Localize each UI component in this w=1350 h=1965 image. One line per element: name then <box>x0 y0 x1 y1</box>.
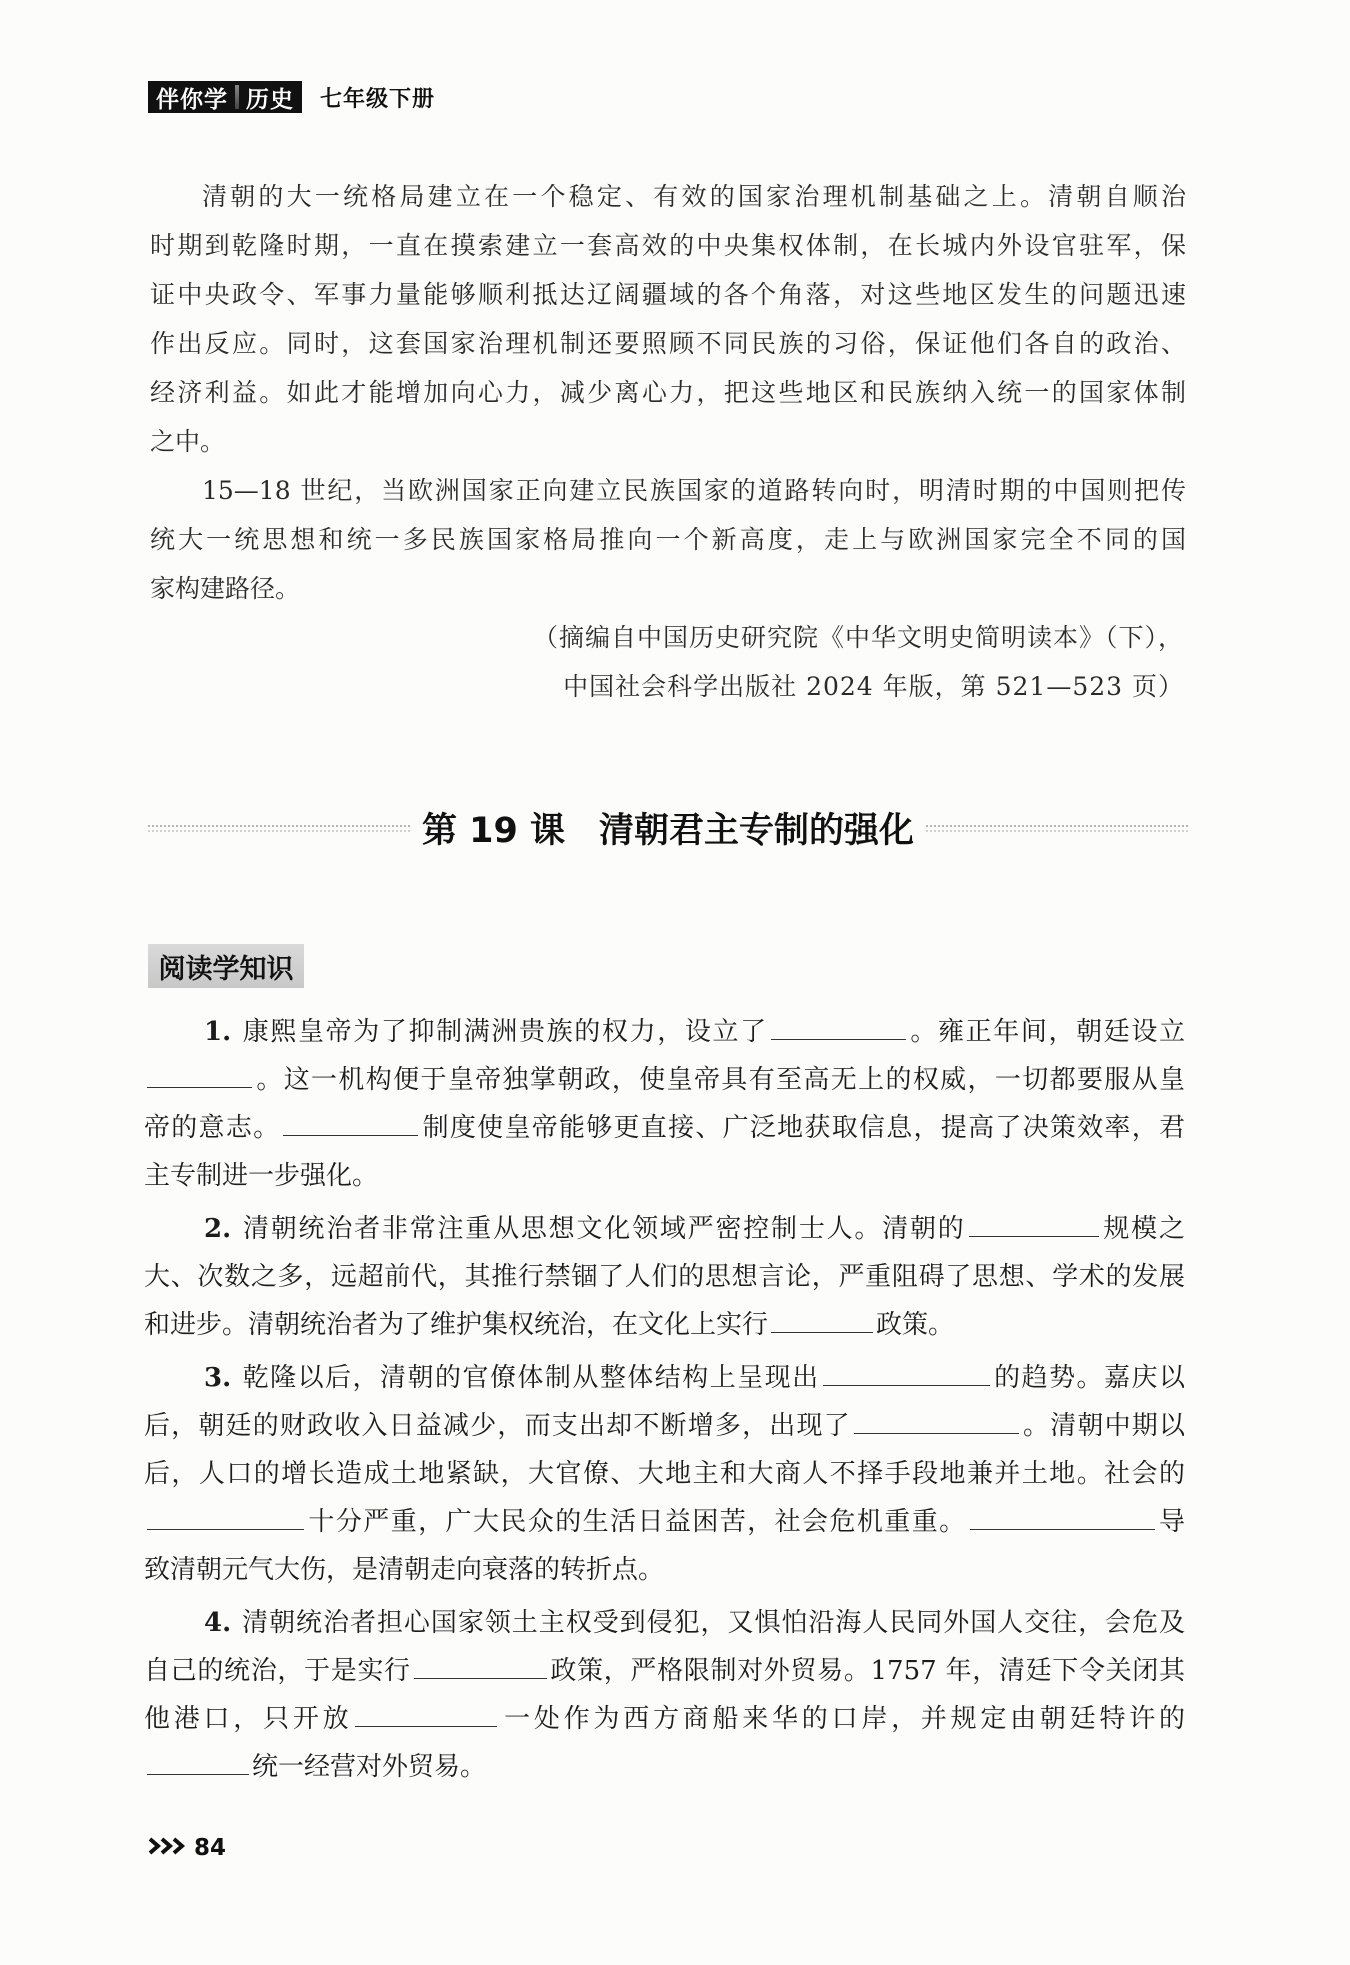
answer-blank <box>969 1216 1099 1237</box>
running-header <box>148 81 435 113</box>
question-text: 一处作为西方商船来华的口岸，并规定由朝廷特许的 <box>500 1704 1185 1734</box>
passage-line: 统大一统思想和统一多民族国家格局推向一个新高度，走上与欧洲国家完全不同的国 <box>150 525 1186 554</box>
question-text: 。清朝中期以 <box>1021 1411 1185 1441</box>
question-text: 后，人口的增长造成土地紧缺，大官僚、大地主和大商人不择手段地兼并土地。社会的 <box>144 1459 1185 1489</box>
lesson-heading <box>148 806 1188 850</box>
question-text: 主专制进一步强化。 <box>144 1161 379 1191</box>
answer-blank <box>771 1019 906 1040</box>
answer-blank <box>147 1067 252 1088</box>
lesson-name: 清朝君主专制的强化 <box>599 811 915 851</box>
question-line <box>144 1104 1185 1152</box>
question-line <box>144 1008 1185 1056</box>
grade-label: 七年级下册 <box>320 85 436 112</box>
answer-blank <box>147 1509 304 1530</box>
question-text: 后，朝廷的财政收入日益减少，而支出却不断增多，出现了 <box>144 1411 851 1441</box>
answer-blank <box>414 1658 547 1679</box>
question-line <box>144 1546 1185 1594</box>
question-text: 致清朝元气大伤，是清朝走向衰落的转折点。 <box>144 1555 665 1585</box>
question-text: 制度使皇帝能够更直接、广泛地获取信息，提高了决策效率，君 <box>421 1113 1185 1143</box>
question-line <box>144 1599 1185 1647</box>
dotted-rule-left <box>148 825 410 832</box>
passage-line: 时期到乾隆时期，一直在摸索建立一套高效的中央集权体制，在长城内外设官驻军，保 <box>150 231 1186 260</box>
question-number: 4. <box>204 1608 232 1638</box>
question-list <box>144 1008 1185 1791</box>
question-line <box>144 1498 1185 1546</box>
question-3 <box>144 1354 1185 1594</box>
question-text: 政策，严格限制对外贸易。1757 年，清廷下令关闭其 <box>549 1656 1185 1686</box>
question-text: 导 <box>1157 1507 1185 1537</box>
question-text: 他港口，只开放 <box>144 1704 353 1734</box>
lesson-title <box>410 803 926 853</box>
question-line <box>144 1056 1185 1104</box>
passage-line: 家构建路径。 <box>150 574 301 603</box>
question-line <box>144 1152 1185 1200</box>
question-text: 康熙皇帝为了抑制满洲贵族的权力，设立了 <box>241 1017 768 1047</box>
answer-blank <box>283 1115 418 1136</box>
section-label: 阅读学知识 <box>148 944 304 988</box>
badge-divider <box>235 85 239 109</box>
question-text: 十分严重，广大民众的生活日益困苦，社会危机重重。 <box>307 1507 967 1537</box>
question-text: 政策。 <box>876 1310 955 1340</box>
reading-passage <box>150 172 1186 711</box>
question-text: 。雍正年间，朝廷设立 <box>908 1017 1185 1047</box>
answer-blank <box>854 1413 1019 1434</box>
passage-line: 15—18 世纪，当欧洲国家正向建立民族国家的道路转向时，明清时期的中国则把传 <box>202 476 1186 505</box>
question-2 <box>144 1205 1185 1349</box>
question-line <box>144 1301 1185 1349</box>
answer-blank <box>355 1706 497 1727</box>
question-number: 1. <box>204 1017 232 1047</box>
dotted-rule-right <box>926 825 1188 832</box>
question-1 <box>144 1008 1185 1200</box>
passage-line: 清朝的大一统格局建立在一个稳定、有效的国家治理机制基础之上。清朝自顺治 <box>202 182 1186 211</box>
question-line <box>144 1205 1185 1253</box>
question-text: 大、次数之多，远超前代，其推行禁锢了人们的思想言论，严重阻碍了思想、学术的发展 <box>144 1262 1185 1292</box>
question-line <box>144 1743 1185 1791</box>
citation-line: 中国社会科学出版社 2024 年版，第 521—523 页） <box>563 672 1184 701</box>
triple-chevron-icon <box>148 1836 188 1860</box>
page-footer <box>148 1835 226 1861</box>
question-line <box>144 1253 1185 1301</box>
question-text: 的趋势。嘉庆以 <box>992 1363 1185 1393</box>
passage-line: 之中。 <box>150 427 226 456</box>
series-subject: 历史 <box>246 86 294 113</box>
lesson-number: 第 19 课 <box>421 811 566 851</box>
series-badge <box>148 81 302 113</box>
question-4 <box>144 1599 1185 1791</box>
answer-blank <box>147 1754 249 1775</box>
answer-blank <box>771 1312 873 1333</box>
passage-line: 经济利益。如此才能增加向心力，减少离心力，把这些地区和民族纳入统一的国家体制 <box>150 378 1186 407</box>
citation-line: （摘编自中国历史研究院《中华文明史简明读本》（下）， <box>532 623 1184 652</box>
question-text: 规模之 <box>1101 1214 1185 1244</box>
question-text: 统一经营对外贸易。 <box>252 1752 487 1782</box>
question-line <box>144 1647 1185 1695</box>
question-line <box>144 1695 1185 1743</box>
question-text: 自己的统治，于是实行 <box>144 1656 411 1686</box>
question-text: 。这一机构便于皇帝独掌朝政，使皇帝具有至高无上的权威，一切都要服从皇 <box>255 1065 1185 1095</box>
question-number: 2. <box>204 1214 232 1244</box>
page-number: 84 <box>194 1835 227 1861</box>
answer-blank <box>823 1365 990 1386</box>
passage-line: 证中央政令、军事力量能够顺利抵达辽阔疆域的各个角落，对这些地区发生的问题迅速 <box>150 280 1186 309</box>
answer-blank <box>970 1509 1155 1530</box>
question-number: 3. <box>204 1363 232 1393</box>
question-text: 和进步。清朝统治者为了维护集权统治，在文化上实行 <box>144 1310 769 1340</box>
series-brand: 伴你学 <box>156 86 228 113</box>
question-text: 清朝统治者担心国家领土主权受到侵犯，又惧怕沿海人民同外国人交往，会危及 <box>241 1608 1185 1638</box>
passage-line: 作出反应。同时，这套国家治理机制还要照顾不同民族的习俗，保证他们各自的政治、 <box>150 329 1186 358</box>
question-text: 乾隆以后，清朝的官僚体制从整体结构上呈现出 <box>241 1363 820 1393</box>
question-text: 帝的意志。 <box>144 1113 281 1143</box>
question-line <box>144 1354 1185 1402</box>
question-line <box>144 1402 1185 1450</box>
question-text: 清朝统治者非常注重从思想文化领域严密控制士人。清朝的 <box>241 1214 966 1244</box>
question-line <box>144 1450 1185 1498</box>
